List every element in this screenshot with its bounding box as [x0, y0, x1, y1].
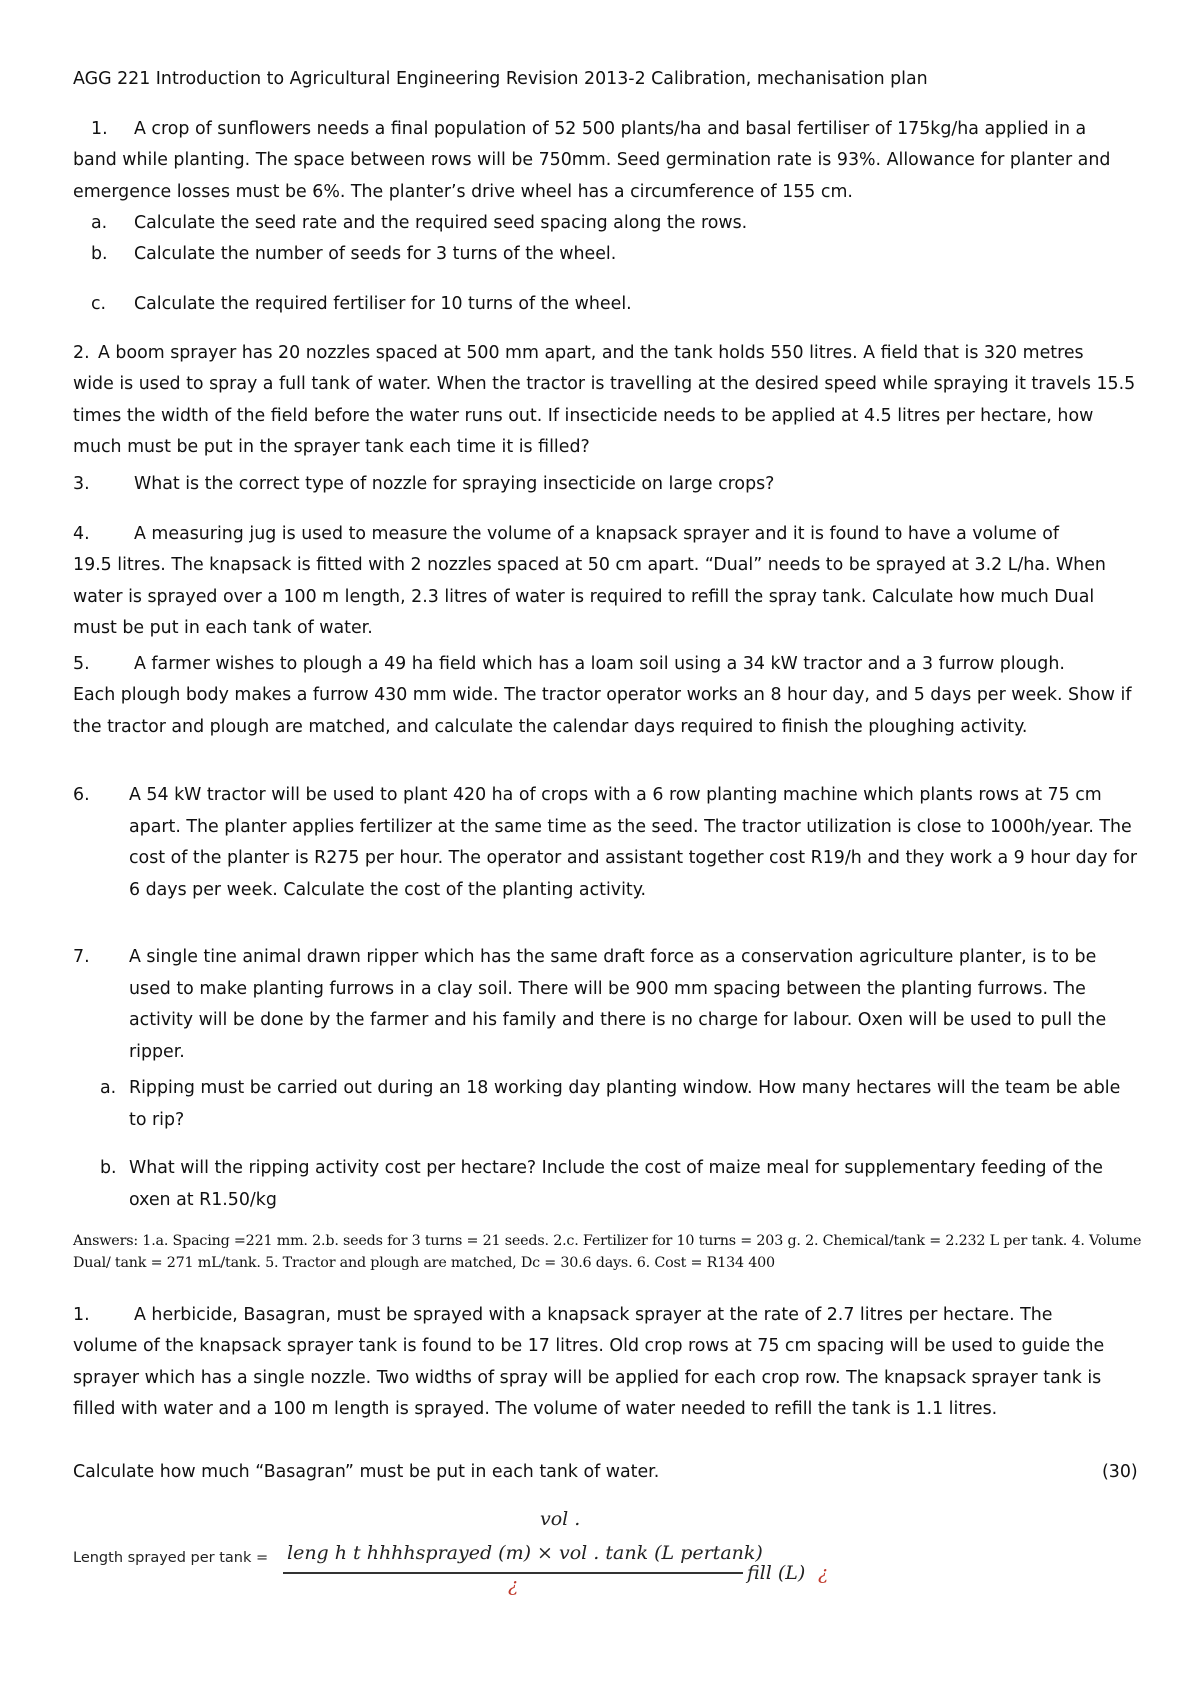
q1b-text: Calculate the number of seeds for 3 turns of the wheel.	[134, 244, 617, 264]
q7-number: 7.	[73, 947, 90, 967]
q8-last-line: Calculate how much “Basagran” must be put in each tank of water.	[73, 1462, 660, 1482]
q2-text: wide is used to spray a full tank of water. When the tractor is travelling at the desired speed while spraying it travels 15.5 times the width of the field before the water runs out. If insecticide needs to be applied at 4.5 litres per hectare, how much must be put in the sprayer tank each time it is filled?	[73, 374, 1136, 457]
formula-top: vol .	[540, 1508, 581, 1530]
q2-number: 2.	[73, 343, 90, 363]
q8-number: 1.	[73, 1305, 90, 1325]
q2-first-line: A boom sprayer has 20 nozzles spaced at 500 mm apart, and the tank holds 550 litres. A field that is 320 metres	[98, 343, 1084, 363]
document-header: AGG 221 Introduction to Agricultural Engineering Revision 2013-2 Calibration, mechanisation plan	[73, 69, 928, 89]
q4-first-line: A measuring jug is used to measure the volume of a knapsack sprayer and it is found to have a volume of	[134, 524, 1059, 544]
q1c-label: c.	[91, 294, 107, 314]
q5-text: Each plough body makes a furrow 430 mm wide. The tractor operator works an 8 hour day, and 5 days per week. Show if the tractor and plough are matched, and calculate the calendar days required to finish the ploughing activity.	[73, 685, 1132, 737]
q5-first-line: A farmer wishes to plough a 49 ha field which has a loam soil using a 34 kW tractor and a 3 furrow plough.	[134, 654, 1065, 674]
formula-right: fill (L)	[747, 1562, 806, 1584]
q8-text: volume of the knapsack sprayer tank is found to be 17 litres. Old crop rows at 75 cm spacing will be used to guide the sprayer which has a single nozzle. Two widths of spray will be applied for each crop row. The knapsack sprayer tank is filled with water and a 100 m length is sprayed. The volume of water needed to refill the tank is 1.1 litres.	[73, 1336, 1105, 1419]
q7-text: A single tine animal drawn ripper which has the same draft force as a conservation agriculture planter, is to be used to make planting furrows in a clay soil. There will be 900 mm spacing between the planting furrows. The activity will be done by the farmer and his family and there is no charge for labour. Oxen will be used to pull the ripper.	[129, 947, 1107, 1062]
q1-text: band while planting. The space between rows will be 750mm. Seed germination rate is 93%. Allowance for planter and emergence losses must be 6%. The planter’s drive wheel has a circumference of 155 cm.	[73, 150, 1111, 202]
q5-number: 5.	[73, 654, 90, 674]
q8-first-line: A herbicide, Basagran, must be sprayed with a knapsack sprayer at the rate of 2.7 litres per hectare. The	[134, 1305, 1053, 1325]
formula-label: Length sprayed per tank =	[73, 1550, 269, 1566]
q7a-label: a.	[100, 1078, 117, 1098]
q1a-label: a.	[91, 213, 108, 233]
q6-number: 6.	[73, 785, 90, 805]
q1c-text: Calculate the required fertiliser for 10 turns of the wheel.	[134, 294, 632, 314]
q4-number: 4.	[73, 524, 90, 544]
q7a-text: Ripping must be carried out during an 18 working day planting window. How many hectares will the team be able to rip?	[129, 1078, 1121, 1130]
formula-denominator-glyph: ¿	[508, 1574, 519, 1596]
q3-number: 3.	[73, 474, 90, 494]
q8-marks: (30)	[1102, 1462, 1138, 1482]
q3-text: What is the correct type of nozzle for spraying insecticide on large crops?	[134, 474, 775, 494]
q1b-label: b.	[91, 244, 108, 264]
q4-text: 19.5 litres. The knapsack is fitted with 2 nozzles spaced at 50 cm apart. “Dual” needs to be sprayed at 3.2 L/ha. When water is sprayed over a 100 m length, 2.3 litres of water is required to refill the spray tank. Calculate how much Dual must be put in each tank of water.	[73, 555, 1106, 638]
answers: Answers: 1.a. Spacing =221 mm. 2.b. seeds for 3 turns = 21 seeds. 2.c. Fertilizer for 10 turns = 203 g. 2. Chemical/tank = 2.232 L per tank. 4. Volume Dual/ tank = 271 mL/tank. 5. Tractor and plough are matched, Dc = 30.6 days. 6. Cost = R134 400	[73, 1233, 1142, 1271]
q1-number: 1.	[91, 119, 108, 139]
q1-first-line: A crop of sunflowers needs a final population of 52 500 plants/ha and basal fertiliser of 175kg/ha applied in a	[134, 119, 1087, 139]
q6-text: A 54 kW tractor will be used to plant 420 ha of crops with a 6 row planting machine which plants rows at 75 cm apart. The planter applies fertilizer at the same time as the seed. The tractor utilization is close to 1000h/year. The cost of the planter is R275 per hour. The operator and assistant together cost R19/h and they work a 9 hour day for 6 days per week. Calculate the cost of the planting activity.	[129, 785, 1138, 900]
q1a-text: Calculate the seed rate and the required seed spacing along the rows.	[134, 213, 748, 233]
formula-right-glyph: ¿	[818, 1562, 829, 1584]
formula-numerator: leng h t hhhhsprayed (m) × vol . tank (L pertank)	[287, 1542, 763, 1564]
q7b-text: What will the ripping activity cost per hectare? Include the cost of maize meal for supplementary feeding of the oxen at R1.50/kg	[129, 1158, 1103, 1210]
q7b-label: b.	[100, 1158, 117, 1178]
